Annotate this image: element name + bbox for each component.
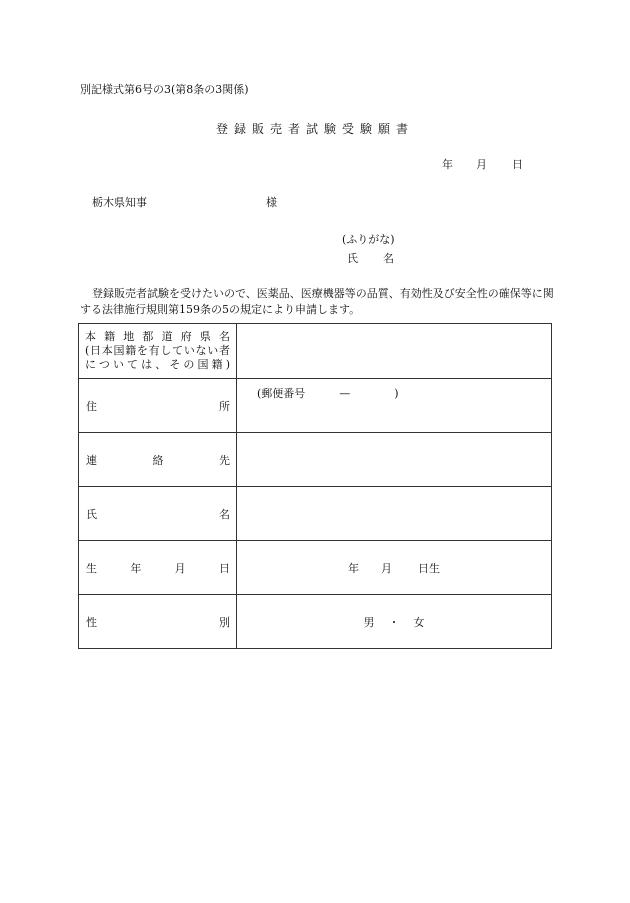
applicant-name-label-2: 名 xyxy=(383,252,394,265)
row-address xyxy=(79,379,552,433)
birthdate-label-1: 生 xyxy=(86,561,97,575)
sex-separator: ・ xyxy=(388,615,400,629)
application-form-table xyxy=(78,323,552,649)
birth-month-unit: 月 xyxy=(381,561,392,575)
addressee: 栃木県知事 xyxy=(92,196,147,209)
sex-value-cell xyxy=(237,595,552,649)
form-title: 登録販売者試験受験願書 xyxy=(215,122,414,136)
address-value-cell[interactable] xyxy=(237,379,552,433)
contact-value-cell[interactable] xyxy=(237,433,552,487)
row-contact xyxy=(79,433,552,487)
honseki-label-line2: (日本国籍を有していない者 xyxy=(85,344,230,357)
row-honseki xyxy=(79,324,552,379)
birthdate-value-cell[interactable] xyxy=(237,541,552,595)
furigana-label: (ふりがな) xyxy=(342,233,395,246)
sex-label-cell xyxy=(79,595,237,649)
sex-option-female[interactable]: 女 xyxy=(413,615,425,629)
honseki-label-line3: については、その国籍) xyxy=(85,358,230,371)
row-name xyxy=(79,487,552,541)
honseki-label-line1: 本籍地都道府県名 xyxy=(85,330,230,343)
address-label-left: 住 xyxy=(86,399,97,413)
date-year-label: 年 xyxy=(442,158,453,171)
contact-label-cell xyxy=(79,433,237,487)
name-label-left: 氏 xyxy=(86,507,97,521)
postal-code-close: ) xyxy=(394,387,399,400)
contact-label-1: 連 xyxy=(86,453,97,467)
name-value-cell[interactable] xyxy=(237,487,552,541)
sex-label-right: 別 xyxy=(219,615,230,629)
applicant-name-label-1: 氏 xyxy=(347,252,358,265)
honseki-value-cell[interactable] xyxy=(237,324,552,379)
application-statement: 登録販売者試験を受けたいので、医薬品、医療機器等の品質、有効性及び安全性の確保等に関する法律施行規則第159条の5の規定により申請します。 xyxy=(80,287,554,316)
sex-option-male[interactable]: 男 xyxy=(363,615,375,629)
birthdate-label-cell xyxy=(79,541,237,595)
birthdate-label-3: 月 xyxy=(174,561,186,575)
birthdate-label-2: 年 xyxy=(130,561,142,575)
sex-label-left: 性 xyxy=(86,615,97,629)
postal-code-label: (郵便番号 xyxy=(257,387,306,400)
name-label-cell xyxy=(79,487,237,541)
birth-day-unit: 日生 xyxy=(418,561,440,575)
date-month-label: 月 xyxy=(476,158,487,171)
name-label-right: 名 xyxy=(219,507,230,521)
row-sex xyxy=(79,595,552,649)
date-day-label: 日 xyxy=(512,158,523,171)
address-label-cell xyxy=(79,379,237,433)
form-identifier: 別記様式第6号の3(第8条の3関係) xyxy=(80,83,249,96)
contact-label-2: 絡 xyxy=(152,453,164,467)
row-birthdate xyxy=(79,541,552,595)
honorific-sama: 様 xyxy=(266,196,277,209)
honseki-label-cell xyxy=(79,324,237,379)
birthdate-label-4: 日 xyxy=(218,561,230,575)
postal-code-dash: — xyxy=(339,387,351,400)
contact-label-3: 先 xyxy=(219,453,230,467)
address-label-right: 所 xyxy=(219,399,230,413)
birth-year-unit: 年 xyxy=(348,561,359,575)
